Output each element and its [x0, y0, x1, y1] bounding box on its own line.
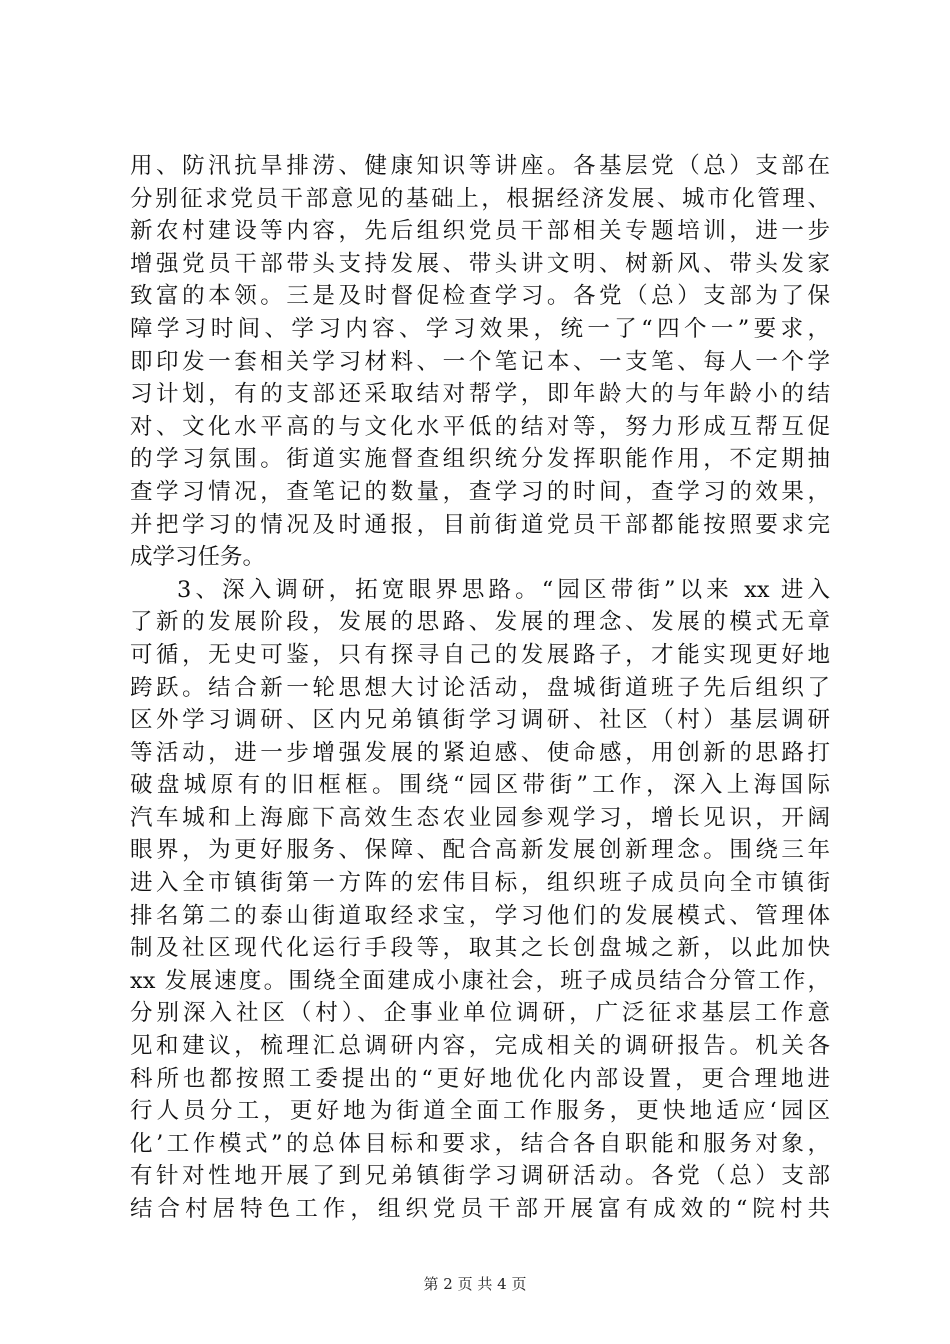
text-line: 眼界，为更好服务、保障、配合高新发展创新理念。围绕三年: [130, 837, 830, 864]
text-line: 跨跃。结合新一轮思想大讨论活动，盘城街道班子先后组织了: [130, 674, 830, 701]
text-line: 行人员分工，更好地为街道全面工作服务，更快地适应‘园区: [130, 1098, 830, 1125]
text-line: 查学习情况，查笔记的数量，查学习的时间，查学习的效果，: [130, 478, 830, 505]
text-line: 成学习任务。: [130, 544, 266, 571]
text-line: 排名第二的泰山街道取经求宝，学习他们的发展模式、管理体: [130, 902, 830, 929]
text-line: 并把学习的情况及时通报，目前街道党员干部都能按照要求完: [130, 511, 830, 538]
text-line: 化’工作模式”的总体目标和要求，结合各自职能和服务对象，: [130, 1130, 830, 1157]
text-line: 分别深入社区（村）、企事业单位调研，广泛征求基层工作意: [130, 1000, 830, 1027]
text-line: 进入全市镇街第一方阵的宏伟目标，组织班子成员向全市镇街: [130, 870, 830, 897]
text-line: 汽车城和上海廊下高效生态农业园参观学习，增长见识，开阔: [130, 804, 830, 831]
text-line: 用、防汛抗旱排涝、健康知识等讲座。各基层党（总）支部在: [130, 153, 830, 179]
text-line: 制及社区现代化运行手段等，取其之长创盘城之新，以此加快: [130, 935, 830, 962]
text-line: 对、文化水平高的与文化水平低的结对等，努力形成互帮互促: [130, 413, 830, 440]
text-line: 科所也都按照工委提出的“更好地优化内部设置，更合理地进: [130, 1065, 830, 1092]
text-line: 致富的本领。三是及时督促检查学习。各党（总）支部为了保: [130, 283, 830, 310]
text-line: 习计划，有的支部还采取结对帮学，即年龄大的与年龄小的结: [130, 381, 830, 408]
text-line: 区外学习调研、区内兄弟镇街学习调研、社区（村）基层调研: [130, 707, 830, 734]
page-number-footer: 第 2 页 共 4 页: [423, 1275, 527, 1293]
text-line: 障学习时间、学习内容、学习效果，统一了“四个一”要求，: [130, 315, 830, 342]
text-line: 结合村居特色工作，组织党员干部开展富有成效的“院村共: [130, 1196, 830, 1222]
text-line: 分别征求党员干部意见的基础上，根据经济发展、城市化管理、: [130, 185, 830, 212]
text-line: 了新的发展阶段，发展的思路、发展的理念、发展的模式无章: [130, 609, 830, 636]
body-text: [130, 150, 830, 1226]
text-line: 增强党员干部带头支持发展、带头讲文明、树新风、带头发家: [130, 250, 830, 277]
text-line: 有针对性地开展了到兄弟镇街学习调研活动。各党（总）支部: [130, 1163, 830, 1190]
text-line: 新农村建设等内容，先后组织党员干部相关专题培训，进一步: [130, 218, 830, 245]
text-line: 的学习氛围。街道实施督查组织统分发挥职能作用，不定期抽: [130, 446, 830, 473]
text-line: 可循，无史可鉴，只有探寻自己的发展路子，才能实现更好地: [130, 641, 830, 668]
text-line: 等活动，进一步增强发展的紧迫感、使命感，用创新的思路打: [130, 739, 830, 766]
text-line: 破盘城原有的旧框框。围绕“园区带街”工作，深入上海国际: [130, 772, 830, 799]
text-line: 即印发一套相关学习材料、一个笔记本、一支笔、每人一个学: [130, 348, 830, 375]
text-line: 见和建议，梳理汇总调研内容，完成相关的调研报告。机关各: [130, 1033, 830, 1060]
text-line: xx 发展速度。围绕全面建成小康社会，班子成员结合分管工作，: [130, 967, 830, 994]
paragraph-start-line: 3、深入调研，拓宽眼界思路。“园区带街”以来 xx 进入: [177, 576, 830, 603]
